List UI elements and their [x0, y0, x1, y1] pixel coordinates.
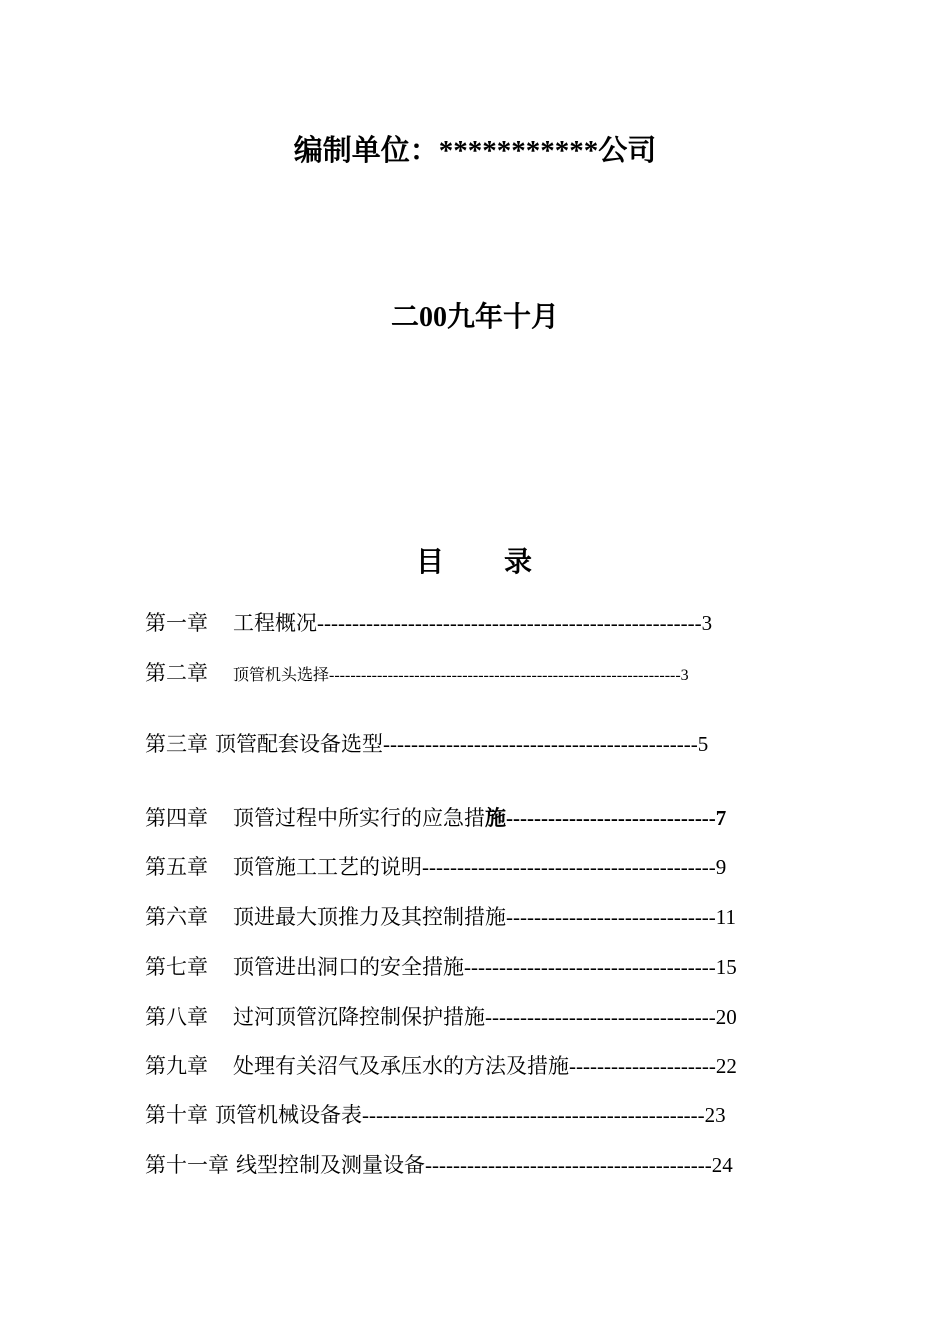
toc-chapter: 第八章	[145, 1005, 208, 1029]
toc-title-bold: 施	[485, 806, 506, 830]
toc-leader: ------------------------------------	[464, 955, 716, 979]
toc-entry-5[interactable]	[145, 854, 726, 880]
toc-heading	[0, 540, 950, 580]
toc-title: 处理有关沼气及承压水的方法及措施	[233, 1054, 569, 1078]
toc-page: 15	[715, 955, 737, 979]
toc-page: 20	[715, 1005, 737, 1029]
toc-leader: ------------------------------------------------------------------	[329, 667, 681, 684]
toc-chapter: 第四章	[145, 806, 208, 830]
toc-page: 7	[715, 806, 727, 830]
toc-chapter: 第一章	[145, 611, 208, 635]
toc-title: 顶管机头选择	[233, 667, 330, 684]
toc-title: 顶管进出洞口的安全措施	[233, 955, 464, 979]
toc-leader: ------------------------------	[506, 806, 716, 830]
toc-page: 5	[697, 732, 709, 756]
toc-page: 11	[715, 905, 737, 929]
toc-entry-1[interactable]	[145, 610, 712, 636]
toc-title: 顶管机械设备表	[215, 1103, 362, 1127]
toc-entry-8[interactable]	[145, 1004, 737, 1030]
toc-leader: ---------------------	[569, 1054, 716, 1078]
toc-chapter: 第六章	[145, 905, 208, 929]
toc-chapter: 第三章	[145, 732, 208, 756]
toc-title: 顶进最大顶推力及其控制措施	[233, 905, 506, 929]
toc-page: 3	[701, 611, 713, 635]
toc-page: 24	[711, 1153, 733, 1177]
toc-title: 工程概况	[233, 611, 317, 635]
toc-chapter: 第十章	[145, 1103, 208, 1127]
toc-heading-left: 目	[415, 547, 446, 578]
toc-leader: ------------------------------------------	[422, 855, 716, 879]
toc-entry-6[interactable]	[145, 904, 736, 930]
toc-entry-9[interactable]	[145, 1053, 737, 1079]
toc-chapter: 第九章	[145, 1054, 208, 1078]
toc-entry-10[interactable]	[145, 1102, 726, 1128]
toc-page: 22	[715, 1054, 737, 1078]
toc-leader: -------------------------------------------------------	[317, 611, 702, 635]
toc-heading-right: 录	[504, 547, 535, 578]
toc-page: 9	[715, 855, 727, 879]
toc-leader: ------------------------------	[506, 905, 716, 929]
organization-line: 编制单位：***********公司	[293, 135, 657, 167]
toc-chapter: 第二章	[145, 661, 208, 685]
toc-title: 顶管施工工艺的说明	[233, 855, 422, 879]
toc-title: 线型控制及测量设备	[236, 1153, 425, 1177]
toc-title: 顶管配套设备选型	[215, 732, 383, 756]
toc-chapter: 第十一章	[145, 1153, 229, 1177]
toc-entry-2[interactable]	[145, 660, 689, 689]
toc-leader: ---------------------------------------------	[383, 732, 698, 756]
toc-chapter: 第七章	[145, 955, 208, 979]
toc-title: 顶管过程中所实行的应急措	[233, 806, 485, 830]
toc-entry-11[interactable]	[145, 1152, 733, 1178]
toc-leader: ---------------------------------	[485, 1005, 716, 1029]
toc-entry-4[interactable]	[145, 805, 726, 831]
toc-title: 过河顶管沉降控制保护措施	[233, 1005, 485, 1029]
toc-page: 23	[704, 1103, 726, 1127]
toc-entry-3[interactable]	[145, 731, 708, 757]
toc-leader: -------------------------------------------------	[362, 1103, 705, 1127]
toc-page: 3	[680, 667, 689, 684]
toc-chapter: 第五章	[145, 855, 208, 879]
toc-entry-7[interactable]	[145, 954, 737, 980]
toc-leader: -----------------------------------------	[425, 1153, 712, 1177]
date-line: 二00九年十月	[390, 302, 559, 333]
